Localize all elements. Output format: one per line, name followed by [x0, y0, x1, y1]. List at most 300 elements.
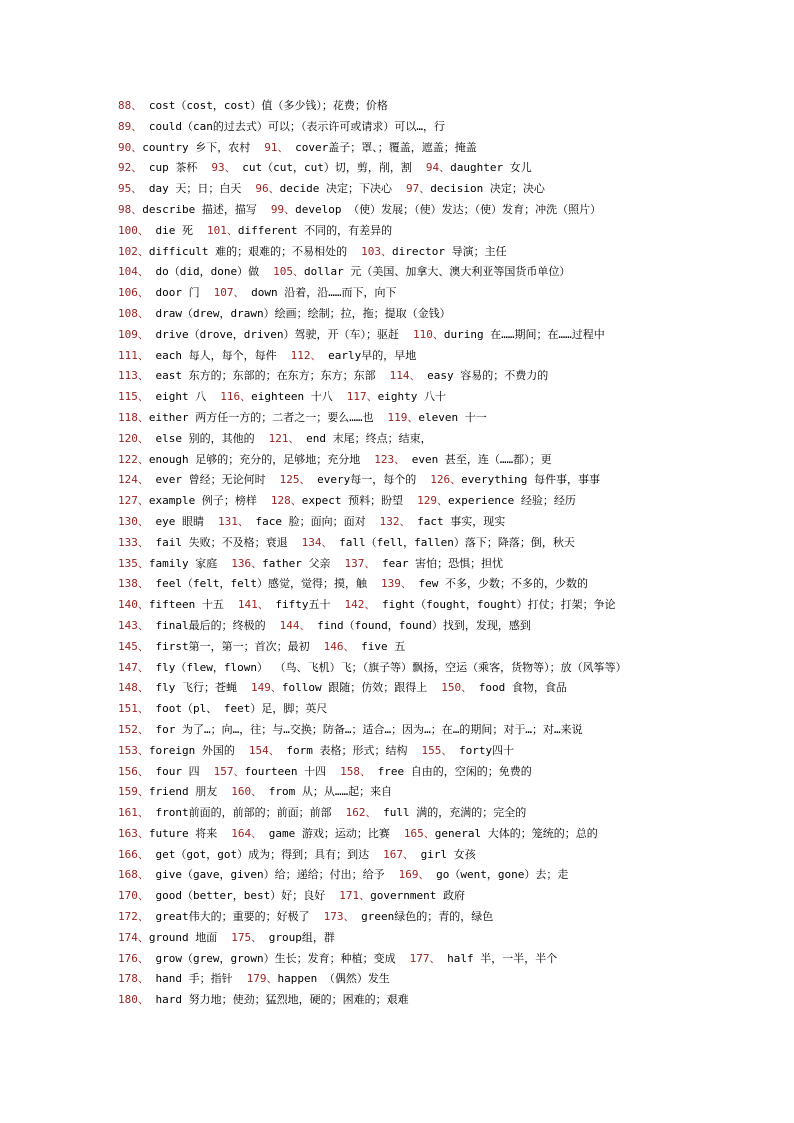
- entry-text: future 将来: [148, 826, 218, 840]
- vocab-entry: [271, 200, 601, 221]
- entry-number: 96、: [255, 182, 280, 196]
- vocab-entry: [255, 179, 392, 200]
- vocab-line: [118, 242, 778, 263]
- vocab-line: [118, 429, 778, 450]
- vocab-entry: [118, 242, 347, 263]
- vocab-entry: [118, 865, 385, 886]
- vocab-entry: [231, 554, 330, 575]
- vocab-entry: [346, 803, 527, 824]
- entry-text: free 自由的，空闲的；免费的: [370, 764, 532, 778]
- vocab-line: [118, 907, 778, 928]
- entry-text: forty四十: [452, 743, 515, 757]
- entry-text: draw（drew，drawn）绘画；绘制；拉，拖；提取（金钱）: [148, 306, 451, 320]
- entry-number: 92、: [118, 161, 143, 175]
- vocab-line: [118, 325, 778, 346]
- entry-text: eighteen 十八: [251, 390, 333, 404]
- vocab-line: [118, 408, 778, 429]
- vocab-line: [118, 616, 778, 637]
- entry-number: 115、: [118, 390, 149, 404]
- entry-number: 128、: [270, 494, 302, 508]
- vocab-entry: [118, 907, 310, 928]
- entry-number: 148、: [118, 681, 149, 695]
- entry-text: even 甚至，连（……都）；更: [405, 452, 552, 466]
- vocab-entry: [340, 762, 532, 783]
- entry-text: could（can的过去式）可以；（表示许可或请求）可以…，行: [142, 119, 445, 133]
- entry-number: 167、: [383, 847, 414, 861]
- entry-text: dollar 元（美国、加拿大、澳大利亚等国货币单位）: [303, 265, 571, 279]
- entry-text: feel（felt，felt）感觉，觉得；摸，触: [148, 577, 367, 591]
- vocab-line: [118, 179, 778, 200]
- entry-number: 100、: [118, 223, 149, 237]
- entry-number: 123、: [374, 452, 406, 466]
- vocab-entry: [218, 512, 366, 533]
- entry-text: cover盖子；罩、；覆盖，遮盖；掩盖: [288, 140, 477, 154]
- entry-number: 101、: [207, 223, 238, 237]
- vocab-entry: [118, 346, 277, 367]
- vocab-entry: [280, 470, 417, 491]
- vocab-entry: [430, 470, 600, 491]
- entry-text: die 死: [148, 223, 193, 237]
- vocab-entry: [247, 969, 390, 990]
- entry-number: 132、: [379, 514, 411, 528]
- vocab-entry: [220, 387, 332, 408]
- vocab-entry: [118, 886, 325, 907]
- vocab-line: [118, 658, 778, 679]
- entry-text: enough 足够的；充分的，足够地；充分地: [148, 452, 361, 466]
- vocab-entry: [118, 138, 250, 159]
- vocab-entry: [118, 637, 310, 658]
- entry-text: general 大体的；笼统的；总的: [434, 826, 598, 840]
- vocab-line: [118, 782, 778, 803]
- vocab-entry: [417, 491, 576, 512]
- vocab-line: [118, 450, 778, 471]
- vocab-entry: [118, 824, 217, 845]
- entry-text: front前面的，前部的；前面；前部: [148, 806, 332, 820]
- entry-number: 165、: [403, 826, 435, 840]
- entry-text: experience 经验；经历: [447, 494, 576, 508]
- entry-text: end 末尾；终点；结束，: [299, 431, 432, 445]
- vocab-line: [118, 595, 778, 616]
- entry-text: daughter 女儿: [450, 161, 532, 175]
- entry-number: 109、: [118, 327, 149, 341]
- entry-number: 90、: [118, 140, 143, 154]
- vocab-entry: [118, 699, 327, 720]
- entry-number: 137、: [344, 556, 376, 570]
- entry-number: 136、: [231, 556, 263, 570]
- entry-number: 169、: [398, 868, 430, 882]
- vocab-entry: [324, 637, 406, 658]
- entry-number: 179、: [246, 972, 278, 986]
- entry-text: cup 茶杯: [142, 161, 198, 175]
- entry-number: 173、: [323, 910, 355, 924]
- entry-text: great伟大的；重要的；好极了: [148, 910, 310, 924]
- vocab-line: [118, 283, 778, 304]
- entry-text: foreign 外国的: [148, 743, 235, 757]
- vocab-entry: [302, 533, 575, 554]
- entry-text: day 天；日；白天: [142, 182, 242, 196]
- entry-text: foot（pl、 feet）足，脚；英尺: [148, 702, 328, 716]
- entry-number: 156、: [118, 764, 149, 778]
- entry-text: hand 手；指针: [148, 972, 233, 986]
- vocab-entry: [118, 325, 399, 346]
- vocab-entry: [118, 408, 373, 429]
- entry-text: do（did，done）做: [148, 265, 260, 279]
- vocab-line: [118, 637, 778, 658]
- vocab-entry: [399, 865, 569, 886]
- vocab-line: [118, 533, 778, 554]
- entry-text: eight 八: [148, 390, 207, 404]
- entry-text: fly 飞行；苍蝇: [148, 681, 237, 695]
- entry-text: first第一，第一；首次；最初: [148, 639, 310, 653]
- vocab-entry: [118, 574, 367, 595]
- entry-text: fifteen 十五: [148, 598, 224, 612]
- vocab-entry: [118, 304, 451, 325]
- entry-number: 174、: [118, 930, 149, 944]
- entry-number: 153、: [118, 743, 149, 757]
- vocab-line: [118, 96, 778, 117]
- vocab-entry: [118, 158, 197, 179]
- vocab-entry: [118, 616, 266, 637]
- vocab-entry: [118, 491, 257, 512]
- entry-text: friend 朋友: [148, 785, 218, 799]
- entry-number: 150、: [441, 681, 473, 695]
- vocab-entry: [118, 221, 193, 242]
- vocab-line: [118, 699, 778, 720]
- vocab-line: [118, 969, 778, 990]
- entry-number: 180、: [118, 993, 149, 1007]
- entry-number: 94、: [425, 161, 451, 175]
- vocab-entry: [291, 346, 417, 367]
- vocab-entry: [118, 949, 396, 970]
- entry-text: follow 跟随；仿效；跟得上: [281, 681, 428, 695]
- vocab-entry: [410, 949, 558, 970]
- entry-text: group组，群: [262, 930, 335, 944]
- entry-text: game 游戏；运动；比赛: [262, 826, 390, 840]
- entry-number: 103、: [361, 244, 392, 258]
- entry-number: 160、: [231, 785, 263, 799]
- entry-number: 114、: [389, 369, 421, 383]
- entry-number: 176、: [118, 951, 149, 965]
- entry-text: give（gave，given）给；递给；付出；给予: [148, 868, 385, 882]
- entry-text: each 每人，每个，每件: [148, 348, 277, 362]
- vocab-entry: [406, 179, 545, 200]
- entry-text: happen （偶然）发生: [277, 972, 390, 986]
- vocab-entry: [118, 179, 241, 200]
- entry-number: 159、: [118, 785, 149, 799]
- entry-text: director 导演；主任: [391, 244, 507, 258]
- entry-text: down 沿着，沿……而下，向下: [244, 286, 397, 300]
- entry-number: 171、: [339, 889, 371, 903]
- vocab-entry: [390, 366, 549, 387]
- entry-text: green绿色的；青的，绿色: [354, 910, 494, 924]
- entry-number: 113、: [118, 369, 149, 383]
- entry-text: fear 害怕；恐惧；担忧: [375, 556, 504, 570]
- entry-text: everything 每件事，事事: [461, 473, 600, 487]
- vocab-line: [118, 741, 778, 762]
- entry-text: find（found，found）找到，发现，感到: [310, 618, 531, 632]
- vocab-entry: [271, 491, 403, 512]
- entry-number: 142、: [344, 598, 376, 612]
- entry-text: fly（flew，flown） （鸟、飞机）飞；（旗子等）飘扬，空运（乘客，货物等）；放（风筝等）: [148, 660, 627, 674]
- entry-text: either 两方任一方的；二者之一；要么……也: [148, 410, 374, 424]
- vocab-line: [118, 117, 778, 138]
- entry-text: half 半，一半，半个: [440, 951, 558, 965]
- entry-number: 178、: [118, 972, 149, 986]
- vocab-entry: [118, 990, 409, 1011]
- entry-text: else 别的，其他的: [148, 431, 255, 445]
- entry-text: girl 女孩: [413, 847, 476, 861]
- vocab-entry: [118, 262, 259, 283]
- entry-number: 157、: [213, 764, 245, 778]
- entry-text: few 不多，少数；不多的，少数的: [411, 577, 588, 591]
- entry-number: 105、: [273, 265, 304, 279]
- vocab-entry: [344, 554, 503, 575]
- vocab-line: [118, 138, 778, 159]
- vocab-entry: [380, 512, 506, 533]
- vocab-entry: [238, 595, 331, 616]
- entry-text: from 从；从……起；来自: [262, 785, 393, 799]
- vocab-entry: [381, 574, 588, 595]
- entry-text: decision 决定；决心: [430, 182, 545, 196]
- entry-text: form 表格；形式；结构: [279, 743, 408, 757]
- vocab-line: [118, 845, 778, 866]
- entry-text: develop （使）发展；（使）发达；（使）发育；冲洗（照片）: [295, 202, 602, 216]
- vocab-line: [118, 574, 778, 595]
- vocab-entry: [118, 741, 235, 762]
- entry-text: final最后的；终极的: [148, 618, 266, 632]
- vocab-entry: [118, 470, 266, 491]
- vocab-entry: [344, 595, 615, 616]
- entry-number: 120、: [118, 431, 149, 445]
- vocab-entry: [339, 886, 465, 907]
- vocab-line: [118, 949, 778, 970]
- entry-number: 135、: [118, 556, 149, 570]
- entry-number: 170、: [118, 889, 149, 903]
- entry-text: describe 描述，描写: [142, 202, 257, 216]
- entry-number: 154、: [248, 743, 280, 757]
- vocab-entry: [118, 512, 204, 533]
- vocab-entry: [118, 658, 627, 679]
- entry-number: 158、: [340, 764, 371, 778]
- entry-number: 126、: [430, 473, 462, 487]
- vocab-line: [118, 470, 778, 491]
- vocab-entry: [118, 762, 200, 783]
- vocab-line: [118, 720, 778, 741]
- entry-text: example 例子；榜样: [148, 494, 257, 508]
- entry-number: 145、: [118, 639, 149, 653]
- entry-number: 149、: [251, 681, 282, 695]
- vocab-entry: [118, 117, 445, 138]
- vocab-entry: [280, 616, 531, 637]
- entry-number: 172、: [118, 910, 149, 924]
- vocab-entry: [118, 845, 369, 866]
- entry-text: early早的，早地: [321, 348, 417, 362]
- entry-text: five 五: [354, 639, 406, 653]
- entry-text: food 食物，食品: [472, 681, 567, 695]
- entry-number: 124、: [118, 473, 149, 487]
- entry-text: grow（grew，grown）生长；发育；种植；变成: [148, 951, 396, 965]
- entry-number: 163、: [118, 826, 149, 840]
- vocab-entry: [441, 678, 567, 699]
- entry-number: 118、: [118, 410, 149, 424]
- entry-text: eye 眼睛: [148, 514, 204, 528]
- entry-number: 131、: [218, 514, 249, 528]
- vocab-entry: [118, 200, 257, 221]
- vocab-entry: [347, 387, 446, 408]
- entry-number: 164、: [231, 826, 263, 840]
- vocab-entry: [118, 803, 332, 824]
- entry-number: 111、: [118, 348, 149, 362]
- entry-number: 146、: [323, 639, 355, 653]
- entry-text: father 父亲: [262, 556, 331, 570]
- entry-number: 106、: [118, 286, 149, 300]
- vocab-line: [118, 221, 778, 242]
- entry-number: 110、: [412, 327, 444, 341]
- entry-text: drive（drove，driven）驾驶，开（车）；驱赶: [148, 327, 399, 341]
- entry-number: 151、: [118, 702, 149, 716]
- entry-text: during 在……期间；在……过程中: [443, 327, 605, 341]
- entry-text: go（went，gone）去；走: [429, 868, 569, 882]
- vocab-entry: [249, 741, 408, 762]
- entry-text: ground 地面: [148, 930, 218, 944]
- entry-text: government 政府: [370, 889, 465, 903]
- vocab-entry: [231, 928, 335, 949]
- entry-text: for 为了…；向…，往；与…交换；防备…；适合…；因为…；在…的期间；对于…；对…来说: [148, 722, 583, 736]
- entry-number: 117、: [346, 390, 378, 404]
- entry-number: 125、: [279, 473, 311, 487]
- entry-text: cut（cut，cut）切，剪，削，割: [235, 161, 412, 175]
- vocab-entry: [118, 928, 217, 949]
- entry-number: 129、: [417, 494, 448, 508]
- vocab-entry: [118, 366, 376, 387]
- vocab-entry: [374, 450, 551, 471]
- vocab-line: [118, 990, 778, 1011]
- vocab-line: [118, 928, 778, 949]
- entry-number: 166、: [118, 847, 149, 861]
- entry-number: 143、: [118, 618, 149, 632]
- vocab-entry: [118, 283, 200, 304]
- vocab-line: [118, 262, 778, 283]
- entry-number: 133、: [118, 535, 149, 549]
- vocab-entry: [118, 533, 288, 554]
- vocab-entry: [118, 450, 360, 471]
- entry-text: ever 曾经；无论何时: [148, 473, 266, 487]
- entry-number: 108、: [118, 306, 149, 320]
- entry-number: 98、: [118, 202, 143, 216]
- vocab-entry: [251, 678, 427, 699]
- vocab-line: [118, 200, 778, 221]
- entry-text: eleven 十一: [418, 410, 487, 424]
- entry-number: 138、: [118, 577, 149, 591]
- vocab-entry: [324, 907, 494, 928]
- vocab-line: [118, 387, 778, 408]
- entry-text: east 东方的；东部的；在东方；东方；东部: [148, 369, 376, 383]
- entry-text: family 家庭: [148, 556, 218, 570]
- vocab-entry: [211, 158, 411, 179]
- entry-number: 144、: [279, 618, 311, 632]
- vocab-entry: [387, 408, 486, 429]
- entry-text: different 不同的，有差异的: [237, 223, 393, 237]
- vocab-entry: [269, 429, 432, 450]
- entry-number: 175、: [231, 930, 263, 944]
- vocab-entry: [214, 283, 397, 304]
- vocab-entry: [231, 782, 392, 803]
- vocab-line: [118, 554, 778, 575]
- vocab-entry: [273, 262, 570, 283]
- entry-text: every每一，每个的: [310, 473, 417, 487]
- entry-number: 134、: [301, 535, 333, 549]
- entry-text: full 满的，充满的；完全的: [376, 806, 527, 820]
- vocab-line: [118, 512, 778, 533]
- entry-text: get（got，got）成为；得到；具有；到达: [148, 847, 370, 861]
- vocab-line: [118, 803, 778, 824]
- vocab-entry: [118, 782, 217, 803]
- entry-text: fight（fought，fought）打仗；打架；争论: [375, 598, 616, 612]
- entry-number: 177、: [409, 951, 441, 965]
- vocab-entry: [118, 387, 206, 408]
- entry-number: 112、: [290, 348, 322, 362]
- entry-number: 97、: [405, 182, 431, 196]
- vocab-line: [118, 762, 778, 783]
- vocab-entry: [118, 678, 237, 699]
- entry-text: fourteen 十四: [244, 764, 327, 778]
- entry-number: 99、: [270, 202, 296, 216]
- entry-number: 147、: [118, 660, 149, 674]
- entry-number: 93、: [211, 161, 236, 175]
- entry-text: door 门: [148, 286, 200, 300]
- vocab-line: [118, 304, 778, 325]
- entry-text: eighty 八十: [377, 390, 446, 404]
- entry-number: 91、: [264, 140, 289, 154]
- entry-number: 140、: [118, 598, 149, 612]
- entry-text: difficult 难的；艰难的；不易相处的: [148, 244, 348, 258]
- vocab-entry: [207, 221, 392, 242]
- entry-number: 104、: [118, 265, 149, 279]
- entry-number: 119、: [387, 410, 419, 424]
- vocab-line: [118, 158, 778, 179]
- entry-number: 89、: [118, 119, 143, 133]
- entry-text: face 脸；面向；面对: [248, 514, 366, 528]
- vocab-line: [118, 865, 778, 886]
- vocab-entry: [413, 325, 605, 346]
- vocabulary-list: [118, 96, 778, 1011]
- entry-text: good（better，best）好；良好: [148, 889, 326, 903]
- entry-number: 141、: [237, 598, 269, 612]
- entry-number: 155、: [421, 743, 453, 757]
- vocab-line: [118, 346, 778, 367]
- vocab-entry: [118, 554, 217, 575]
- entry-text: hard 努力地；使劲；猛烈地，硬的；困难的；艰难: [148, 993, 409, 1007]
- entry-text: fifty五十: [268, 598, 331, 612]
- entry-text: four 四: [148, 764, 200, 778]
- vocab-entry: [118, 720, 583, 741]
- vocab-line: [118, 886, 778, 907]
- vocab-entry: [214, 762, 326, 783]
- entry-text: expect 预料；盼望: [301, 494, 404, 508]
- vocab-entry: [264, 138, 476, 159]
- entry-text: decide 决定；下决心: [279, 182, 392, 196]
- entry-number: 116、: [220, 390, 252, 404]
- vocab-entry: [118, 969, 233, 990]
- entry-number: 122、: [118, 452, 149, 466]
- vocab-line: [118, 491, 778, 512]
- entry-number: 139、: [380, 577, 412, 591]
- vocab-entry: [118, 595, 224, 616]
- entry-number: 152、: [118, 722, 149, 736]
- vocab-line: [118, 366, 778, 387]
- entry-number: 95、: [118, 182, 143, 196]
- entry-text: country 乡下，农村: [142, 140, 251, 154]
